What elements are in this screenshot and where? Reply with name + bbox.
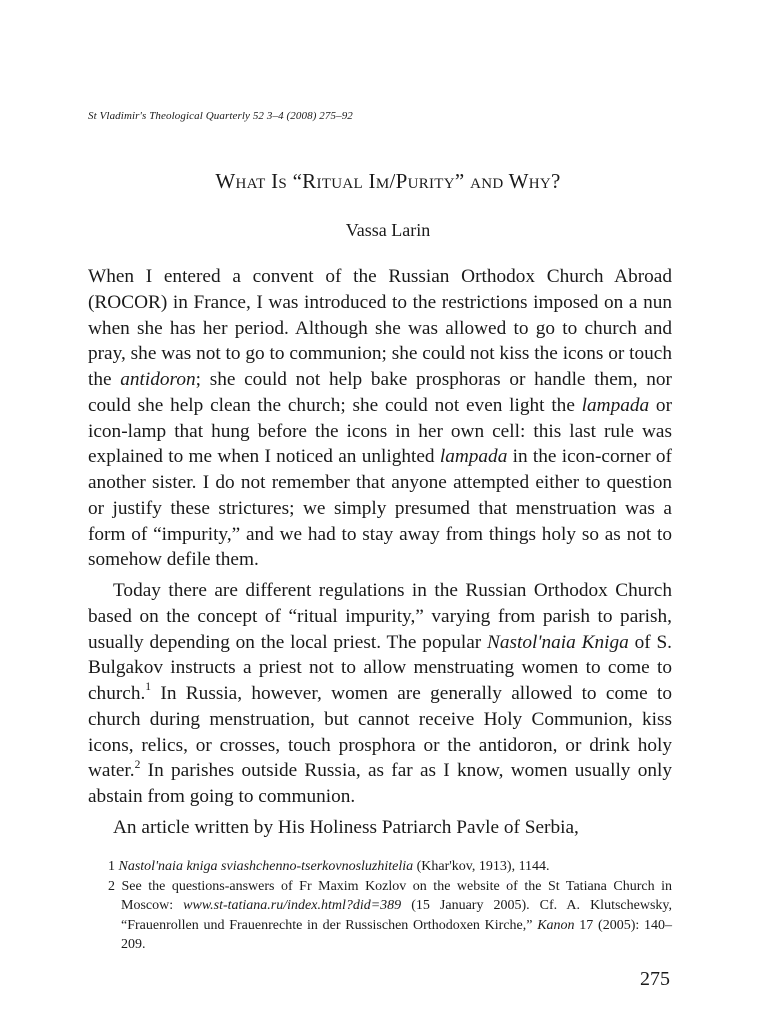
italic-term: Nastol'naia kniga sviashchenno-tserkovnosluzhitelia <box>118 859 414 874</box>
italic-term: lampada <box>581 394 650 416</box>
article-author: Vassa Larin <box>345 220 431 240</box>
text-run: of S. Bulgakov instructs a priest not to allow menstruating women to come to church. <box>88 631 672 704</box>
paragraph-2 <box>88 578 672 810</box>
footnotes <box>108 857 672 955</box>
text-run: An article written by His Holiness Patriarch Pavle of Serbia, <box>113 816 579 838</box>
text-run: (Khar'kov, 1913), 1144. <box>413 859 550 874</box>
footnote-1 <box>108 857 672 877</box>
text-run: In Russia, however, women are generally allowed to come to church during menstruation, but cannot receive Holy Communion, kiss icons, relics, or crosses, touch prosphora or the antidoron, or drink holy water. <box>88 683 672 782</box>
article-body <box>88 264 672 841</box>
footnote-2 <box>108 877 672 955</box>
text-run: (15 January 2005). Cf. A. Klutschewsky, “Frauenrollen und Frauenrechte in der Russischen Orthodoxen Kirche,” <box>121 898 672 933</box>
running-head: St Vladimir's Theological Quarterly 52 3–4 (2008) 275–92 <box>88 110 353 122</box>
footnote-url[interactable]: www.st-tatiana.ru/index.html?did=389 <box>183 898 402 913</box>
italic-term: Nastol'naia Kniga <box>487 631 629 653</box>
footnote-number: 2 <box>108 878 115 894</box>
text-run: or icon-lamp that hung before the icons in her own cell: this last rule was explained to me when I noticed an unlighted <box>88 394 672 468</box>
article-title: What Is “Ritual Im/Purity” and Why? <box>215 169 561 193</box>
text-run: ; she could not help bake prosphoras or handle them, nor could she help clean the church; she could not even light the <box>88 369 672 416</box>
footnote-ref[interactable]: 2 <box>134 757 141 771</box>
paragraph-3 <box>88 815 672 841</box>
text-run: Today there are different regulations in the Russian Orthodox Church based on the concept of “ritual impurity,” varying from parish to parish, usually depending on the local priest. The popular <box>88 580 672 653</box>
text-run: in the icon-corner of another sister. I do not remember that anyone attempted either to question or justify these strictures; we simply presumed that menstruation was a form of “impurity,” and we had to stay away from things holy so as not to somehow defile them. <box>88 446 672 571</box>
text-run: See the questions-answers of Fr Maxim Kozlov on the website of the St Tatiana Church in Moscow: <box>121 878 673 913</box>
italic-term: antidoron <box>120 369 196 390</box>
text-run: When I entered a convent of the Russian Orthodox Church Abroad (ROCOR) in France, I was introduced to the restrictions imposed on a nun when she has her period. Although she was allowed to go to church and pray, she was not to go to communion; she could not kiss the icons or touch the <box>88 266 672 390</box>
paragraph-1 <box>88 264 672 573</box>
footnote-number: 1 <box>108 859 115 874</box>
italic-term: lampada <box>439 446 508 468</box>
footnote-ref[interactable]: 1 <box>145 680 152 694</box>
text-run: In parishes outside Russia, as far as I know, women usually only abstain from going to communion. <box>88 760 672 807</box>
text-run: 17 (2005): 140–209. <box>121 917 672 952</box>
page-number: 275 <box>640 968 670 990</box>
italic-term: Kanon <box>537 917 575 933</box>
